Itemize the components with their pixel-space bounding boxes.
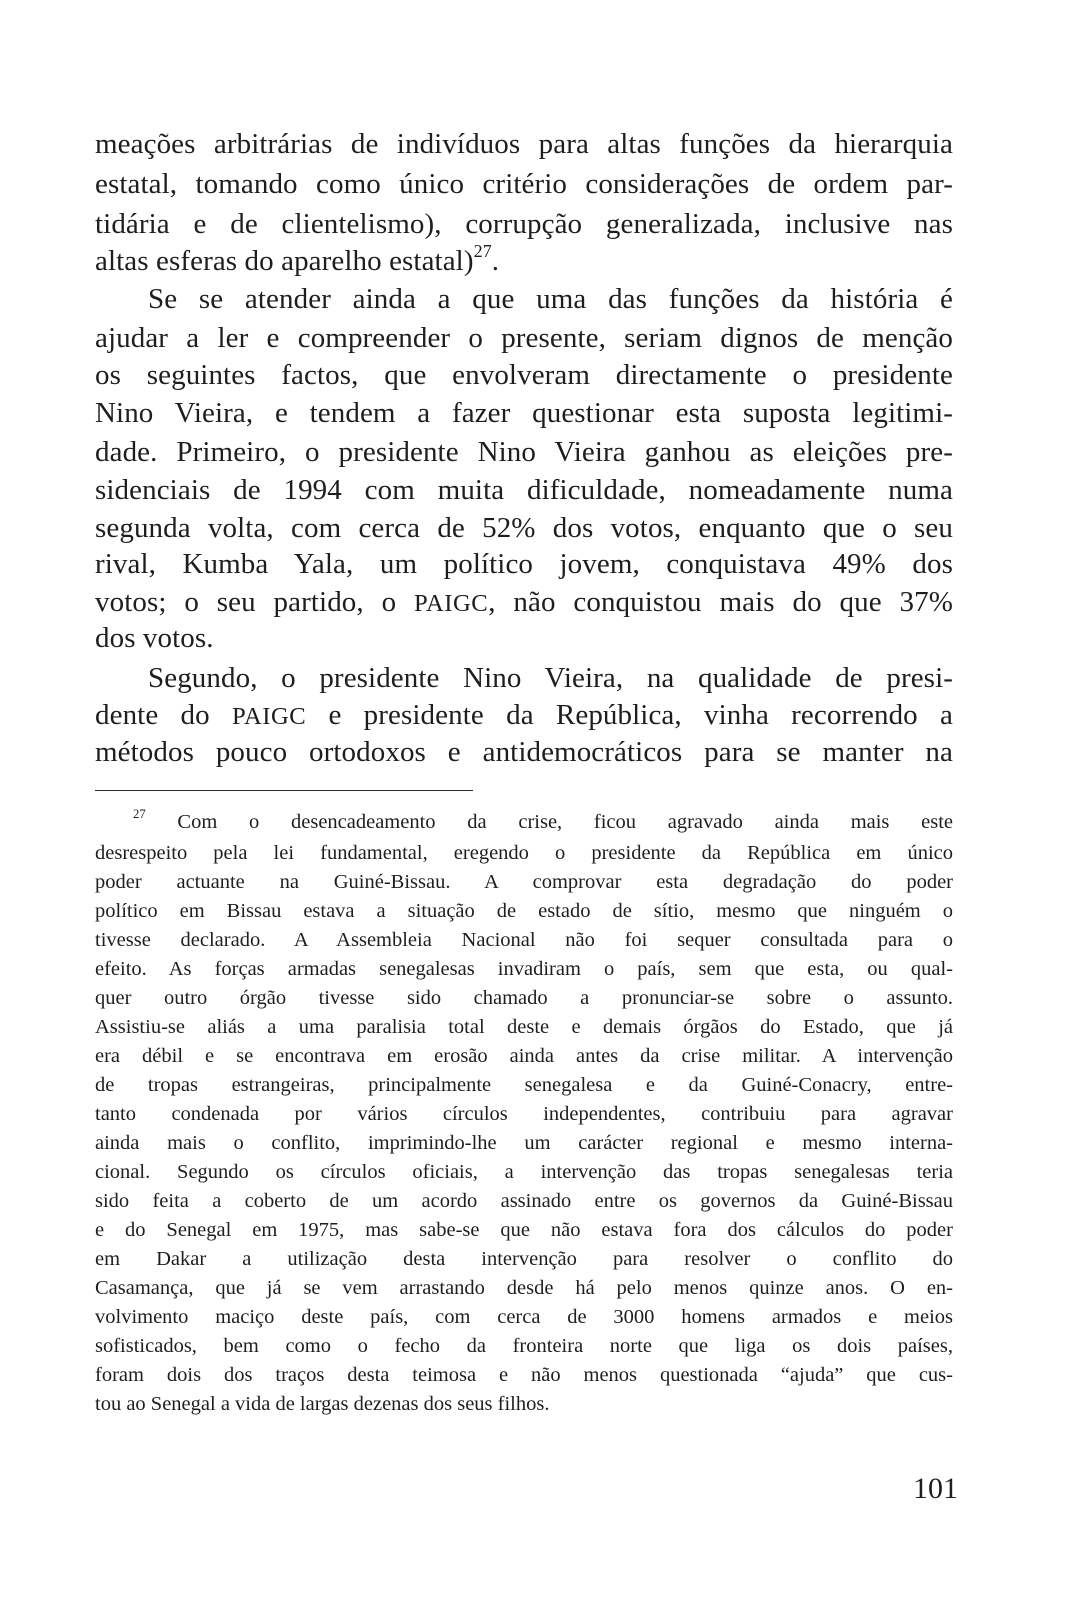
body-line: dos votos.	[95, 622, 214, 654]
page-number: 101	[913, 1472, 958, 1505]
footnote-ref-tail: .	[491, 245, 500, 277]
footnote-line: Assistiu-se aliás a uma paralisia total deste e demais órgãos do Estado, que já	[95, 1016, 953, 1038]
body-line: métodos pouco ortodoxos e antidemocráticos para se manter na	[95, 736, 953, 768]
footnote-line: em Dakar a utilização desta intervenção para resolver o conflito do	[95, 1248, 953, 1270]
footnote-line: poder actuante na Guiné-Bissau. A comprovar esta degradação do poder	[95, 871, 953, 893]
footnote-line: cional. Segundo os círculos oficiais, a intervenção das tropas senegalesas teria	[95, 1161, 953, 1183]
paragraph-start-line: Se se atender ainda a que uma das funções da história é	[148, 283, 953, 315]
body-text-span: dente do	[95, 699, 233, 731]
footnote-line: tivesse declarado. A Assembleia Nacional não foi sequer consultada para o	[95, 929, 953, 951]
footnote-line: tou ao Senegal a vida de largas dezenas dos seus filhos.	[95, 1393, 550, 1415]
body-line	[95, 699, 953, 733]
body-text-span: votos; o seu partido, o	[95, 586, 415, 618]
body-line: os seguintes factos, que envolveram directamente o presidente	[95, 359, 953, 391]
paragraph-start-line: Segundo, o presidente Nino Vieira, na qualidade de presi-	[148, 662, 953, 694]
footnote-line: quer outro órgão tivesse sido chamado a pronunciar-se sobre o assunto.	[95, 987, 953, 1009]
footnote-line: tanto condenada por vários círculos independentes, contribuiu para agravar	[95, 1103, 953, 1125]
footnote-line: volvimento maciço deste país, com cerca de 3000 homens armados e meios	[95, 1306, 953, 1328]
footnote-text-span: Com o desencadeamento da crise, ficou agravado ainda mais este	[145, 811, 953, 833]
body-line: Nino Vieira, e tendem a fazer questionar esta suposta legitimi-	[95, 397, 953, 429]
body-text-span: e presidente da República, vinha recorrendo a	[306, 699, 953, 731]
footnote-line: desrespeito pela lei fundamental, eregendo o presidente da República em único	[95, 842, 953, 864]
body-text-span: altas esferas do aparelho estatal)	[95, 245, 474, 277]
footnote-line: de tropas estrangeiras, principalmente senegalesa e da Guiné-Conacry, entre-	[95, 1074, 953, 1096]
footnote-line: e do Senegal em 1975, mas sabe-se que não estava fora dos cálculos do poder	[95, 1219, 953, 1241]
footnote-ref: 27	[473, 240, 492, 261]
body-line: meações arbitrárias de indivíduos para altas funções da hierarquia	[95, 128, 953, 160]
footnote-line: foram dois dos traços desta teimosa e não menos questionada “ajuda” que cus-	[95, 1364, 953, 1386]
footnote-line: Casamança, que já se vem arrastando desde há pelo menos quinze anos. O en-	[95, 1277, 953, 1299]
footnote-line	[133, 807, 953, 834]
footnote-line: era débil e se encontrava em erosão ainda antes da crise militar. A intervenção	[95, 1045, 953, 1067]
footnote-line: sofisticados, bem como o fecho da fronteira norte que liga os dois países,	[95, 1335, 953, 1357]
footnote-line: sido feita a coberto de um acordo assinado entre os governos da Guiné-Bissau	[95, 1190, 953, 1212]
body-line: rival, Kumba Yala, um político jovem, conquistava 49% dos	[95, 548, 953, 580]
footnote-separator	[95, 790, 473, 791]
body-line: segunda volta, com cerca de 52% dos votos, enquanto que o seu	[95, 512, 953, 544]
party-acronym: PAIGC	[232, 703, 307, 730]
body-line	[95, 240, 953, 278]
body-line: tidária e de clientelismo), corrupção generalizada, inclusive nas	[95, 208, 953, 240]
body-line: dade. Primeiro, o presidente Nino Vieira ganhou as eleições pre-	[95, 436, 953, 468]
party-acronym: PAIGC	[414, 590, 489, 617]
footnote-line: efeito. As forças armadas senegalesas invadiram o país, sem que esta, ou qual-	[95, 958, 953, 980]
footnote-line: ainda mais o conflito, imprimindo-lhe um carácter regional e mesmo interna-	[95, 1132, 953, 1154]
footnote-line: político em Bissau estava a situação de estado de sítio, mesmo que ninguém o	[95, 900, 953, 922]
body-line: sidenciais de 1994 com muita dificuldade, nomeadamente numa	[95, 474, 953, 506]
body-line: estatal, tomando como único critério considerações de ordem par-	[95, 168, 953, 200]
footnote-number: 27	[133, 807, 146, 822]
body-text-span: , não conquistou mais do que 37%	[488, 586, 953, 618]
body-line: ajudar a ler e compreender o presente, seriam dignos de menção	[95, 322, 953, 354]
body-line	[95, 586, 953, 620]
